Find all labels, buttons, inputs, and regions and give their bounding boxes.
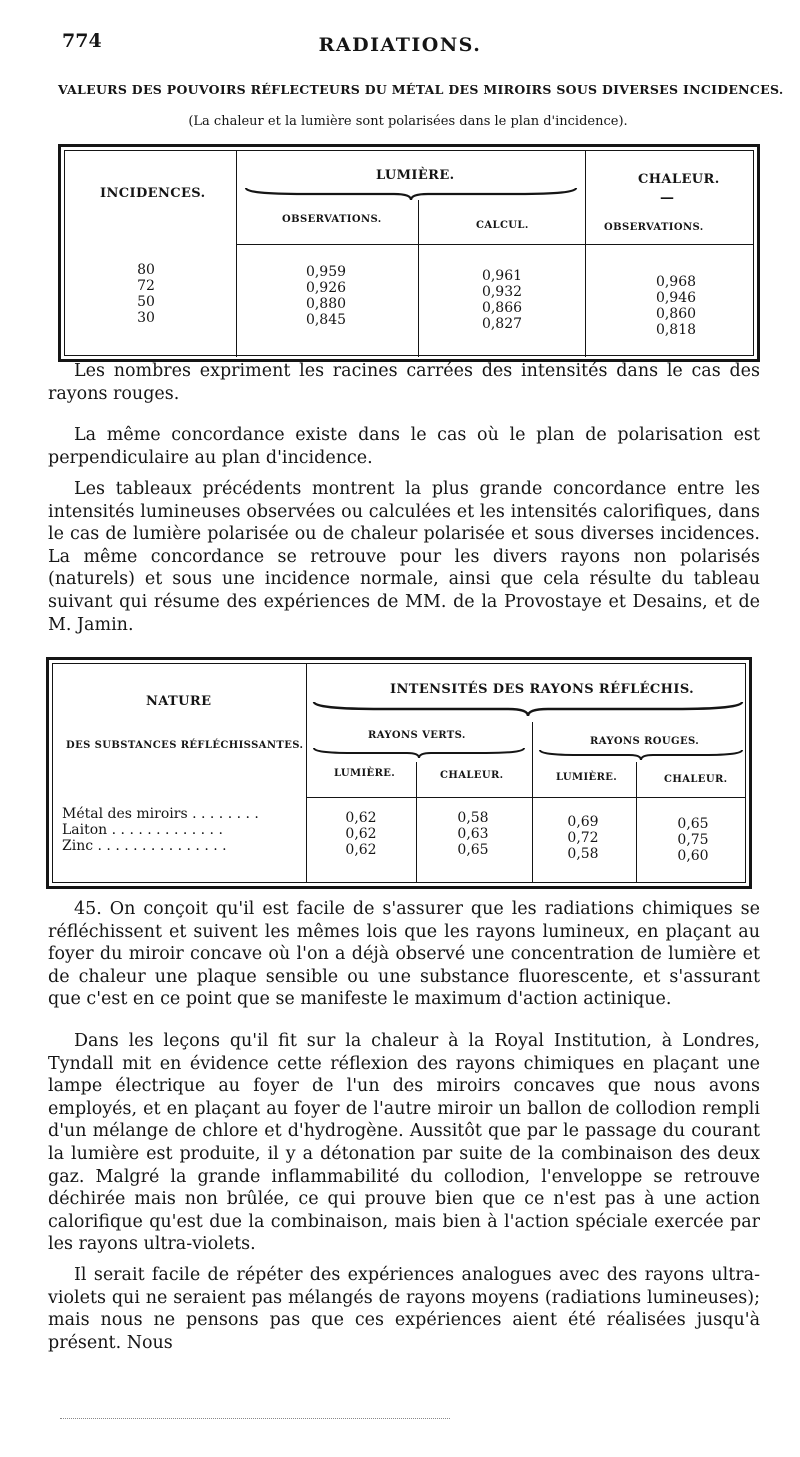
table2-divider-nature (306, 663, 307, 883)
table-cell: 0,62 (345, 810, 377, 826)
table1-col-lumiere-observations (296, 264, 356, 328)
table-cell: 0,63 (457, 826, 489, 842)
table2-header-rayons-rouges: RAYONS ROUGES. (590, 736, 700, 747)
table1-header-lumiere: LUMIÈRE. (376, 168, 455, 183)
table2-divider-rouges (532, 722, 533, 883)
table-cell: 72 (137, 278, 155, 294)
paragraph-ultra-violets: Il serait facile de répéter des expériences analogues avec des rayons ultra-violets qui ne seraient pas mélangés de rayons moyens (radiations lumineuses); mais nous ne pensons pas que ces expériences aient été réalisées jusqu'à présent. Nous (48, 1265, 760, 1353)
paragraph-racines: Les nombres expriment les racines carrées des intensités dans le cas des rayons rouges. (48, 361, 760, 404)
table2-header-intensites: INTENSITÉS DES RAYONS RÉFLÉCHIS. (390, 682, 695, 697)
bottom-dotted-rule (60, 1418, 450, 1420)
table2-divider-rouges-sub (636, 762, 637, 883)
table-cell: 0,65 (457, 842, 489, 858)
table2-col-rouges-chaleur (668, 816, 718, 864)
table1-chaleur-dash: — (660, 190, 674, 206)
table2-row-label: Zinc (62, 838, 94, 854)
table-cell: 0,72 (567, 830, 599, 846)
running-title: RADIATIONS. (318, 34, 482, 56)
table1-subtitle: (La chaleur et la lumière sont polarisées dans le plan d'incidence). (188, 114, 628, 129)
table2-row-leader: . . . . . . . . . . . . . . . (97, 838, 227, 854)
table2-header-verts-lumiere: LUMIÈRE. (334, 768, 396, 779)
table1-divider-incidences (236, 150, 237, 357)
table2-col-verts-chaleur (448, 810, 498, 858)
table-cell: 0,926 (305, 280, 347, 296)
table1-header-chaleur: CHALEUR. (638, 172, 720, 187)
table-cell: 80 (137, 262, 155, 278)
table-cell: 0,959 (305, 264, 347, 280)
table1-lumiere-brace (244, 186, 578, 202)
table2-row-name (62, 822, 223, 838)
table-cell: 0,880 (305, 296, 347, 312)
table-cell: 0,58 (567, 846, 599, 862)
table2-row-leader: . . . . . . . . . . . . . (111, 822, 223, 838)
table2-rouges-brace (538, 748, 744, 762)
table-cell: 0,827 (481, 316, 523, 332)
table-cell: 0,946 (655, 290, 697, 306)
table-cell: 0,65 (677, 816, 709, 832)
table2-intensites-brace (312, 700, 744, 718)
table1-col-lumiere-calcul (472, 268, 532, 332)
table2-row-name (62, 806, 259, 822)
table1-sub-observations-chaleur: OBSERVATIONS. (604, 222, 704, 233)
paragraph-tableaux: Les tableaux précédents montrent la plus grande concordance entre les intensités lumineuses observées ou calculées et les intensités calorifiques, dans le cas de lumière polarisée ou de chaleur polarisée et sous diverses incidences. La même concordance se retrouve pour les divers rayons non polarisés (naturels) et sous une incidence normale, ainsi que cela résulte du tableau suivant qui résume des expériences de MM. de la Provostaye et Desains, et de M. Jamin. (48, 479, 760, 635)
table2-header-nature-sub: DES SUBSTANCES RÉFLÉCHISSANTES. (66, 740, 304, 751)
table-cell: 0,866 (481, 300, 523, 316)
table1-divider-chaleur (585, 150, 586, 357)
table2-verts-brace (312, 746, 526, 760)
table1-col-chaleur-observations (646, 274, 706, 338)
table1-col-incidences (124, 262, 168, 326)
table2-header-rouges-chaleur: CHALEUR. (664, 774, 728, 785)
table-cell: 0,58 (457, 810, 489, 826)
paragraph-section-45: 45. On conçoit qu'il est facile de s'assurer que les radiations chimiques se réfléchissent et suivent les mêmes lois que les rayons lumineux, en plaçant au foyer du miroir concave où l'on a déjà observé une concentration de lumière et de chaleur une plaque sensible ou une substance fluorescente, et s'assurant que c'est en ce point que se manifeste le maximum d'action actinique. (48, 899, 760, 1010)
paragraph-concordance: La même concordance existe dans le cas où le plan de polarisation est perpendiculaire au plan d'incidence. (48, 425, 760, 468)
table-cell: 30 (137, 310, 155, 326)
table2-header-verts-chaleur: CHALEUR. (440, 770, 504, 781)
page-number: 774 (62, 30, 102, 52)
table-cell: 0,62 (345, 826, 377, 842)
table1-header-incidences: INCIDENCES. (100, 186, 206, 201)
table-cell: 0,845 (305, 312, 347, 328)
table2-header-nature: NATURE (146, 694, 212, 709)
table2-divider-verts (416, 762, 417, 883)
table-cell: 0,961 (481, 268, 523, 284)
table-cell: 0,860 (655, 306, 697, 322)
table-cell: 0,60 (677, 848, 709, 864)
table2-row-label: Métal des miroirs (62, 806, 188, 822)
table-cell: 0,818 (655, 322, 697, 338)
table-cell: 0,968 (655, 274, 697, 290)
table-cell: 0,75 (677, 832, 709, 848)
table1-title: VALEURS DES POUVOIRS RÉFLECTEURS DU MÉTAL DES MIROIRS SOUS DIVERSES INCIDENCES. (58, 82, 784, 97)
paragraph-tyndall: Dans les leçons qu'il fit sur la chaleur à la Royal Institution, à Londres, Tyndall mit en évidence cette réflexion des rayons chimiques en plaçant une lampe électrique au foyer de l'un des miroirs concaves que nous avons employés, et en plaçant au foyer de l'autre miroir un ballon de collodion rempli d'un mélange de chlore et d'hydrogène. Aussitôt que par le passage du courant la lumière est produite, il y a détonation par suite de la combinaison des deux gaz. Malgré la grande inflammabilité du collodion, l'enveloppe se retrouve déchirée mais non brûlée, ce qui prouve bien que ce n'est pas à une action calorifique qu'est due la combinaison, mais bien à l'action spéciale exercée par les rayons ultra-violets. (48, 1031, 760, 1255)
table2-row-name (62, 838, 227, 854)
table2-col-verts-lumiere (336, 810, 386, 858)
table2-row-label: Laiton (62, 822, 108, 838)
table1-header-rule (236, 244, 754, 245)
table-cell: 0,62 (345, 842, 377, 858)
table2-header-rule (306, 797, 746, 798)
table2-header-rouges-lumiere: LUMIÈRE. (556, 772, 618, 783)
table-cell: 0,932 (481, 284, 523, 300)
table-cell: 50 (137, 294, 155, 310)
table1-sub-observations: OBSERVATIONS. (282, 214, 382, 225)
table1-sub-calcul: CALCUL. (476, 220, 529, 231)
table-cell: 0,69 (567, 814, 599, 830)
table2-col-rouges-lumiere (558, 814, 608, 862)
table2-header-rayons-verts: RAYONS VERTS. (368, 730, 466, 741)
table2-row-leader: . . . . . . . . (192, 806, 259, 822)
table1-divider-calcul (418, 200, 419, 357)
